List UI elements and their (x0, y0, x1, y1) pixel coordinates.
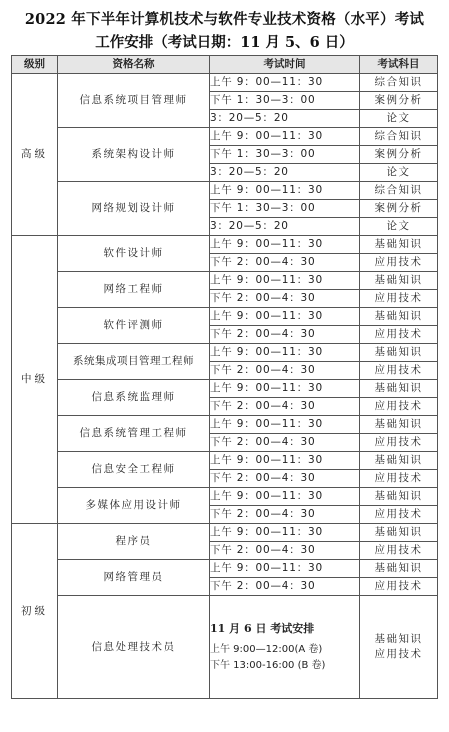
table-row (12, 416, 438, 434)
table-header-row (12, 56, 438, 74)
qualification-name: 信息系统项目管理师 (58, 74, 210, 128)
special-schedule-afternoon: 下午 13:00-16:00 (B 卷) (210, 659, 326, 671)
exam-time: 上午 9：00—11：30 (210, 560, 360, 578)
exam-time: 下午 2：00—4：30 (210, 578, 360, 596)
exam-time: 上午 9：00—11：30 (210, 452, 360, 470)
exam-time: 上午 9：00—11：30 (210, 524, 360, 542)
exam-time: 上午 9：00—11：30 (210, 272, 360, 290)
qualification-name: 网络管理员 (58, 560, 210, 596)
table-row (12, 524, 438, 542)
qualification-name: 信息系统监理师 (58, 380, 210, 416)
qualification-name: 软件评测师 (58, 308, 210, 344)
special-schedule-morning: 上午 9:00—12:00(A 卷) (210, 643, 323, 655)
qualification-name: 程序员 (58, 524, 210, 560)
level-mid: 中级 (12, 236, 58, 524)
exam-subject: 应用技术 (360, 290, 438, 308)
qualification-name: 网络工程师 (58, 272, 210, 308)
exam-subject: 综合知识 (360, 74, 438, 92)
special-subjects-cell (360, 596, 438, 699)
special-schedule-heading: 11 月 6 日 考试安排 (210, 621, 315, 635)
exam-subject: 案例分析 (360, 92, 438, 110)
exam-subject: 基础知识 (360, 560, 438, 578)
exam-subject: 基础知识 (374, 633, 423, 645)
mid-group (12, 236, 438, 524)
exam-subject: 基础知识 (360, 236, 438, 254)
exam-subject: 基础知识 (360, 380, 438, 398)
exam-subject: 应用技术 (360, 398, 438, 416)
table-row (12, 380, 438, 398)
exam-subject: 案例分析 (360, 200, 438, 218)
header-time: 考试时间 (210, 56, 360, 74)
exam-time: 上午 9：00—11：30 (210, 74, 360, 92)
table-row (12, 488, 438, 506)
exam-time: 下午 2：00—4：30 (210, 434, 360, 452)
qualification-name: 系统架构设计师 (58, 128, 210, 182)
exam-time: 3：20—5：20 (210, 218, 360, 236)
exam-time: 3：20—5：20 (210, 164, 360, 182)
exam-subject: 论文 (360, 218, 438, 236)
exam-subject: 应用技术 (360, 470, 438, 488)
exam-time: 下午 1：30—3：00 (210, 200, 360, 218)
exam-schedule-table (11, 55, 438, 699)
exam-time: 上午 9：00—11：30 (210, 308, 360, 326)
exam-time: 上午 9：00—11：30 (210, 236, 360, 254)
document-subtitle: 工作安排（考试日期：11 月 5、6 日） (95, 34, 354, 51)
qualification-name: 信息系统管理工程师 (58, 416, 210, 452)
table-row (12, 344, 438, 362)
table-row (12, 596, 438, 699)
special-schedule-cell (210, 596, 360, 699)
exam-subject: 基础知识 (360, 488, 438, 506)
qualification-name: 软件设计师 (58, 236, 210, 272)
exam-subject: 应用技术 (360, 578, 438, 596)
exam-subject: 应用技术 (360, 326, 438, 344)
exam-subject: 应用技术 (360, 506, 438, 524)
qualification-name: 信息安全工程师 (58, 452, 210, 488)
exam-subject: 基础知识 (360, 524, 438, 542)
exam-time: 上午 9：00—11：30 (210, 344, 360, 362)
exam-time: 上午 9：00—11：30 (210, 416, 360, 434)
qualification-name: 多媒体应用设计师 (58, 488, 210, 524)
exam-time: 下午 1：30—3：00 (210, 146, 360, 164)
table-row (12, 452, 438, 470)
junior-group (12, 524, 438, 699)
exam-subject: 应用技术 (360, 542, 438, 560)
exam-subject: 基础知识 (360, 308, 438, 326)
qualification-name: 网络规划设计师 (58, 182, 210, 236)
exam-time: 下午 2：00—4：30 (210, 506, 360, 524)
exam-time: 上午 9：00—11：30 (210, 380, 360, 398)
senior-group (12, 74, 438, 236)
qualification-name: 系统集成项目管理工程师 (58, 344, 210, 380)
exam-subject: 基础知识 (360, 272, 438, 290)
table-row (12, 182, 438, 200)
exam-subject: 应用技术 (360, 434, 438, 452)
header-qualification: 资格名称 (58, 56, 210, 74)
exam-time: 上午 9：00—11：30 (210, 128, 360, 146)
exam-subject: 应用技术 (360, 254, 438, 272)
exam-time: 下午 2：00—4：30 (210, 254, 360, 272)
exam-subject: 基础知识 (360, 344, 438, 362)
exam-time: 3：20—5：20 (210, 110, 360, 128)
exam-time: 下午 2：00—4：30 (210, 326, 360, 344)
table-row (12, 560, 438, 578)
exam-time: 下午 1：30—3：00 (210, 92, 360, 110)
exam-subject: 综合知识 (360, 128, 438, 146)
exam-subject: 基础知识 (360, 452, 438, 470)
header-level: 级别 (12, 56, 58, 74)
exam-subject: 基础知识 (360, 416, 438, 434)
qualification-name: 信息处理技术员 (58, 596, 210, 699)
table-row (12, 236, 438, 254)
exam-subject: 综合知识 (360, 182, 438, 200)
exam-subject: 案例分析 (360, 146, 438, 164)
exam-subject: 论文 (360, 110, 438, 128)
exam-time: 下午 2：00—4：30 (210, 290, 360, 308)
document-title: 2022 年下半年计算机技术与软件专业技术资格（水平）考试 (24, 11, 425, 28)
table-row (12, 128, 438, 146)
table-row (12, 74, 438, 92)
level-junior: 初级 (12, 524, 58, 699)
exam-subject: 应用技术 (360, 362, 438, 380)
exam-time: 下午 2：00—4：30 (210, 470, 360, 488)
exam-time: 下午 2：00—4：30 (210, 362, 360, 380)
level-senior: 高级 (12, 74, 58, 236)
exam-time: 下午 2：00—4：30 (210, 542, 360, 560)
table-row (12, 272, 438, 290)
exam-time: 上午 9：00—11：30 (210, 488, 360, 506)
exam-time: 上午 9：00—11：30 (210, 182, 360, 200)
exam-subject: 应用技术 (374, 648, 423, 660)
header-subject: 考试科目 (360, 56, 438, 74)
exam-subject: 论文 (360, 164, 438, 182)
table-row (12, 308, 438, 326)
exam-time: 下午 2：00—4：30 (210, 398, 360, 416)
